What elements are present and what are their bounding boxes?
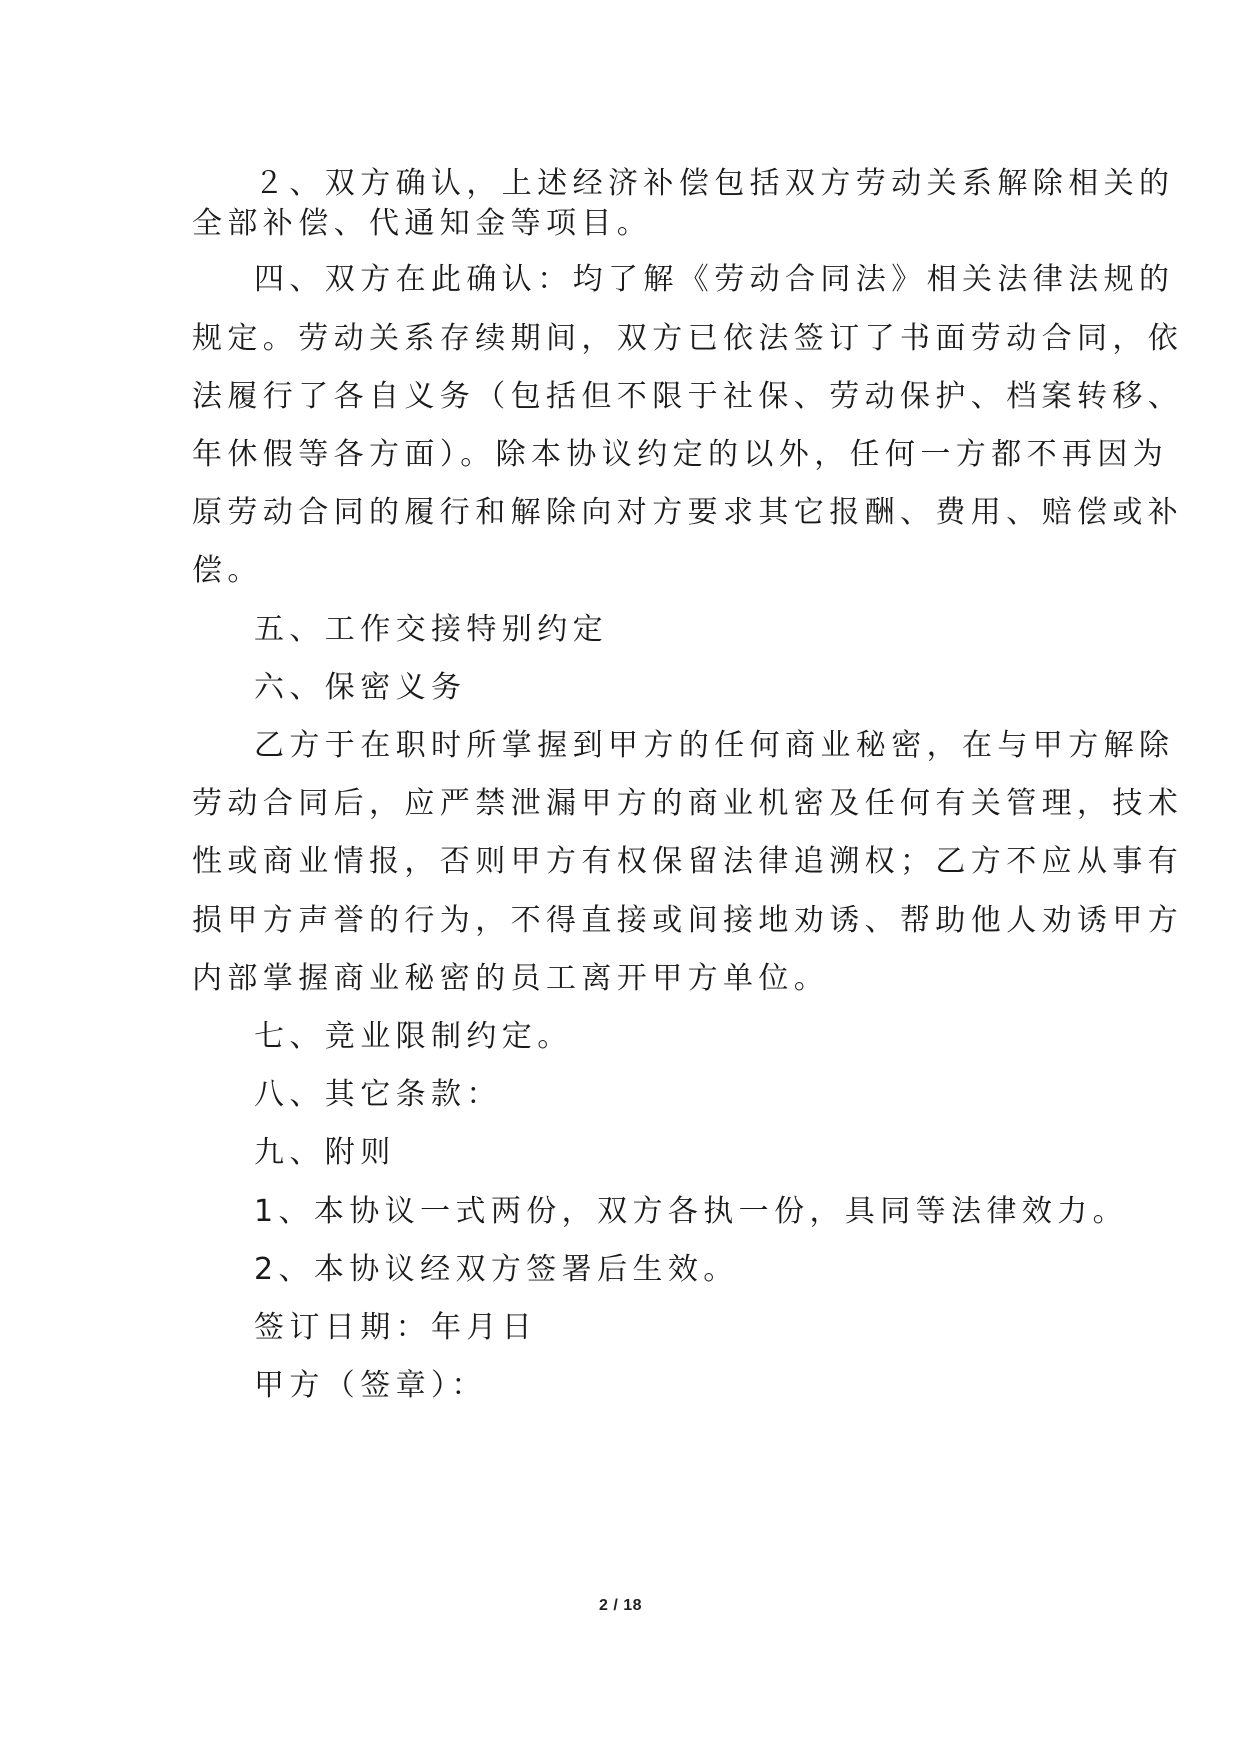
clause-9-item-1: 1、本协议一式两份，双方各执一份，具同等法律效力。: [254, 1194, 1129, 1229]
clause-4-line-1: 四、双方在此确认：均了解《劳动合同法》相关法律法规的: [254, 262, 1175, 297]
clause-6-line-1: 乙方于在职时所掌握到甲方的任何商业秘密，在与甲方解除: [254, 728, 1175, 763]
clause-4-line-3: 法履行了各自义务（包括但不限于社保、劳动保护、档案转移、: [192, 379, 1184, 414]
clause-7-heading: 七、竞业限制约定。: [254, 1019, 573, 1054]
clause-4-line-4: 年休假等各方面）。除本协议约定的以外，任何一方都不再因为: [192, 437, 1169, 472]
clause-6-line-2: 劳动合同后，应严禁泄漏甲方的商业机密及任何有关管理，技术: [192, 786, 1184, 821]
clause-6-line-5: 内部掌握商业秘密的员工离开甲方单位。: [192, 961, 830, 996]
signing-date: 签订日期：年月日: [254, 1310, 538, 1345]
clause-9-heading: 九、附则: [254, 1135, 396, 1170]
clause-3-2-line-2: 全部补偿、代通知金等项目。: [192, 206, 653, 241]
clause-9-item-2: 2、本协议经双方签署后生效。: [254, 1252, 739, 1287]
clause-4-line-6: 偿。: [192, 553, 263, 588]
clause-4-line-5: 原劳动合同的履行和解除向对方要求其它报酬、费用、赔偿或补: [192, 495, 1184, 530]
clause-5-heading: 五、工作交接特别约定: [254, 612, 608, 647]
clause-3-2-line-1: ２、双方确认，上述经济补偿包括双方劳动关系解除相关的: [254, 166, 1175, 201]
clause-6-line-3: 性或商业情报，否则甲方有权保留法律追溯权；乙方不应从事有: [192, 844, 1184, 879]
page-number: 2 / 18: [598, 1597, 643, 1614]
clause-8-heading: 八、其它条款：: [254, 1077, 502, 1112]
clause-4-line-2: 规定。劳动关系存续期间，双方已依法签订了书面劳动合同，依: [192, 321, 1184, 356]
party-a-signature: 甲方（签章）：: [254, 1368, 487, 1403]
clause-6-heading: 六、保密义务: [254, 670, 467, 705]
clause-6-line-4: 损甲方声誉的行为，不得直接或间接地劝诱、帮助他人劝诱甲方: [192, 903, 1184, 938]
